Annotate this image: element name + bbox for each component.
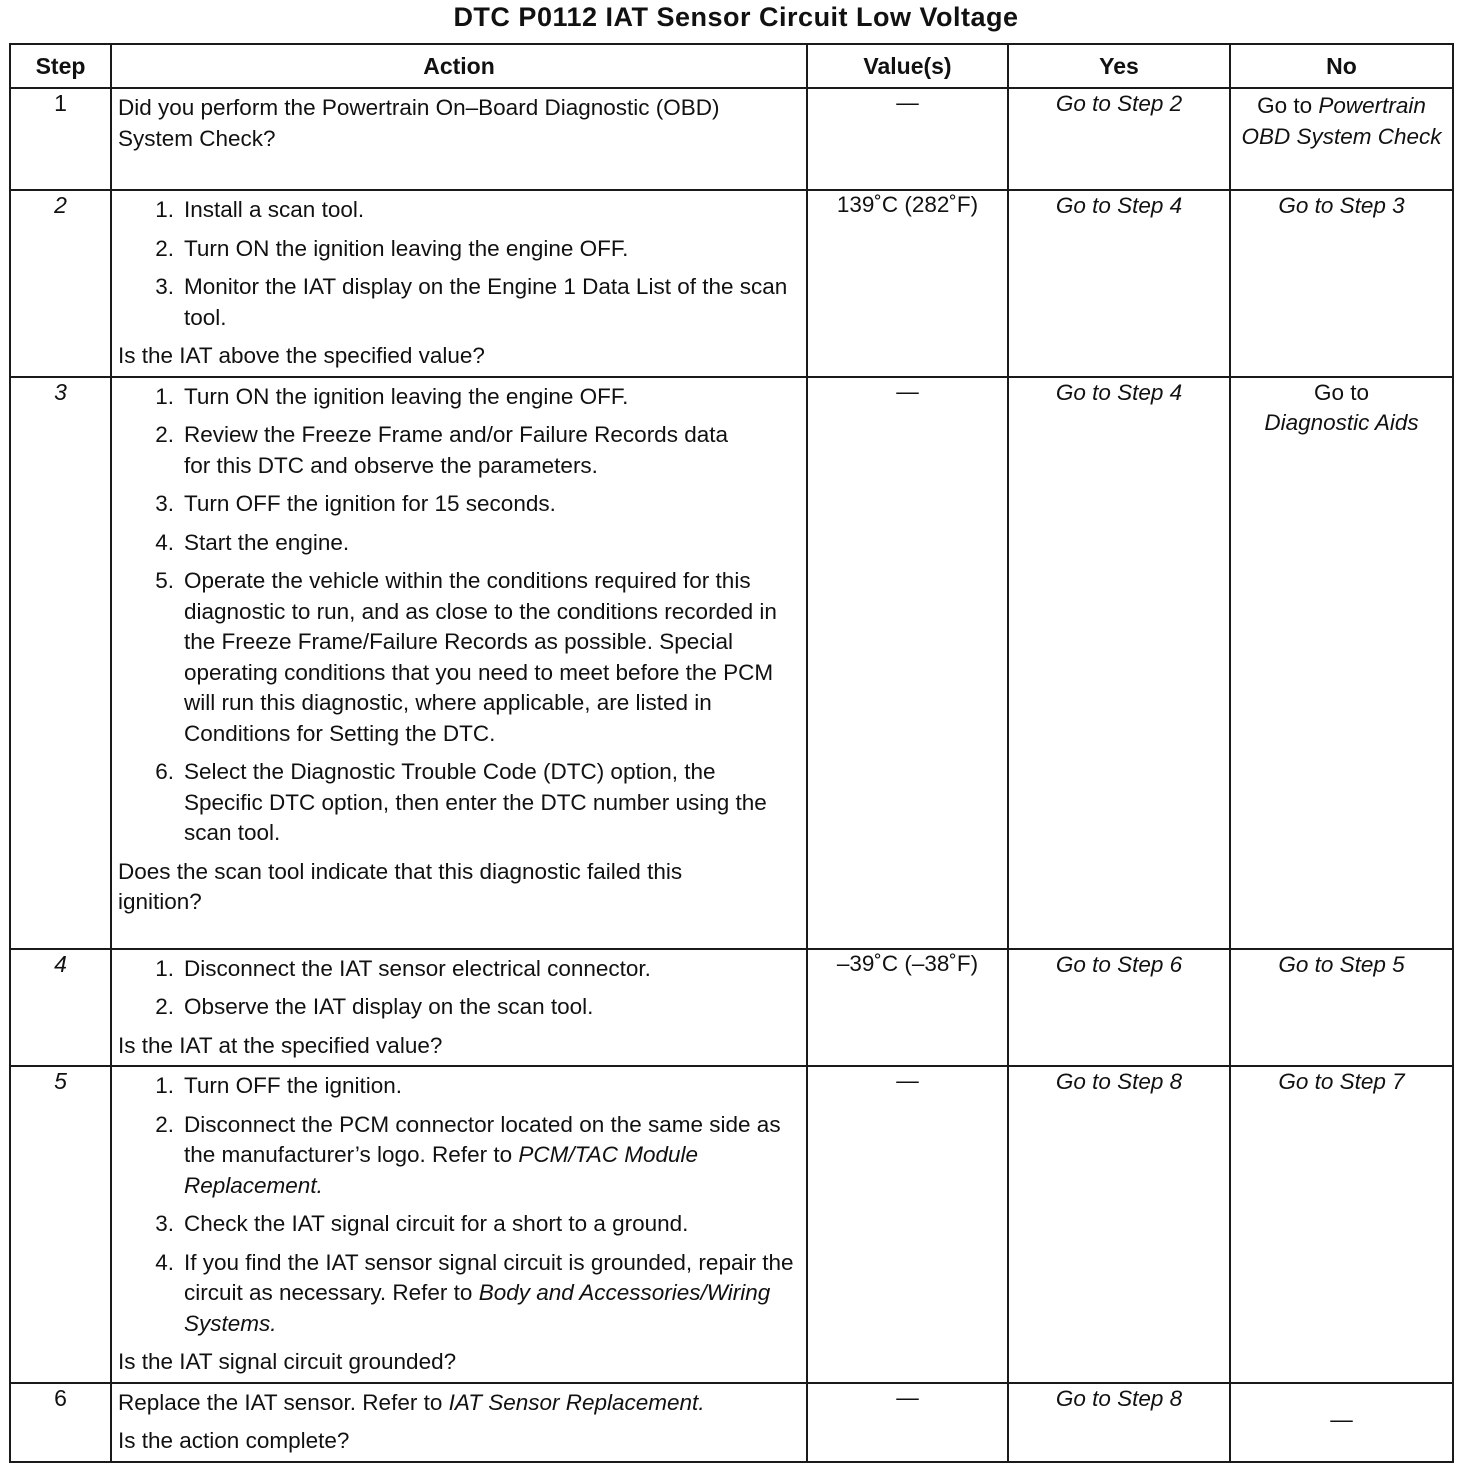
table-row: [10, 1383, 1453, 1462]
action-cell: [111, 88, 807, 190]
action-item: 3. Monitor the IAT display on the Engine 1 Data List of the scan tool.: [155, 274, 788, 330]
value-cell: —: [807, 88, 1008, 190]
step-number: 3: [10, 377, 111, 949]
action-item: 4. If you find the IAT sensor signal circuit is grounded, repair the circuit as necessary. Refer to Body and Accessories/Wiring Systems.: [155, 1249, 794, 1336]
action-item: 2. Disconnect the PCM connector located on the same side as the manufacturer’s logo. Refer to PCM/TAC Module Replacement.: [155, 1111, 781, 1198]
step-number: 6: [10, 1383, 111, 1462]
action-list: [118, 382, 800, 849]
action-cell: [111, 377, 807, 949]
value-cell: —: [807, 377, 1008, 949]
action-item: 1. Install a scan tool.: [155, 197, 365, 222]
yes-link[interactable]: Go to Step 4: [1055, 193, 1183, 218]
diagnostic-table: [9, 43, 1454, 1463]
no-link[interactable]: Diagnostic Aids: [1264, 410, 1419, 435]
header-action: Action: [111, 44, 807, 88]
value-cell: –39˚C (–38˚F): [807, 949, 1008, 1067]
no-cell: [1230, 88, 1453, 190]
yes-link[interactable]: Go to Step 6: [1055, 951, 1183, 977]
action-question: Is the action complete?: [118, 1428, 350, 1453]
doc-reference[interactable]: PCM/TAC Module Replacement: [184, 1142, 699, 1198]
table-row: [10, 1066, 1453, 1383]
yes-cell: [1008, 1383, 1230, 1462]
value-cell: —: [807, 1066, 1008, 1383]
value-cell: 139˚C (282˚F): [807, 190, 1008, 377]
yes-link[interactable]: Go to Step 2: [1055, 91, 1183, 116]
no-link[interactable]: Powertrain OBD System Check: [1241, 93, 1442, 149]
step-number: 5: [10, 1066, 111, 1383]
table-row: [10, 190, 1453, 377]
header-no: No: [1230, 44, 1453, 88]
yes-link[interactable]: Go to Step 8: [1055, 1385, 1183, 1411]
table-row: [10, 88, 1453, 190]
no-link[interactable]: Go to Step 7: [1278, 1069, 1405, 1094]
action-cell: [111, 949, 807, 1067]
header-row: [10, 44, 1453, 88]
yes-link[interactable]: Go to Step 8: [1055, 1069, 1183, 1094]
action-question: Is the IAT signal circuit grounded?: [118, 1349, 457, 1374]
action-list: [118, 195, 800, 333]
table-row: [10, 949, 1453, 1067]
no-cell: —: [1230, 1383, 1453, 1462]
no-cell: [1230, 190, 1453, 377]
action-item: 2. Turn ON the ignition leaving the engine OFF.: [155, 235, 629, 261]
action-item: 3. Check the IAT signal circuit for a short to a ground.: [155, 1211, 689, 1236]
doc-reference[interactable]: IAT Sensor Replacement: [448, 1389, 699, 1415]
yes-cell: [1008, 949, 1230, 1067]
yes-cell: [1008, 88, 1230, 190]
action-cell: [111, 1066, 807, 1383]
yes-cell: [1008, 1066, 1230, 1383]
action-item: 1. Disconnect the IAT sensor electrical connector.: [155, 955, 651, 981]
header-values: Value(s): [807, 44, 1008, 88]
action-item: 3. Turn OFF the ignition for 15 seconds.: [155, 491, 556, 516]
action-question: Is the IAT above the specified value?: [118, 343, 485, 368]
no-cell: [1230, 949, 1453, 1067]
no-cell: [1230, 1066, 1453, 1383]
action-item: 2. Observe the IAT display on the scan tool.: [155, 994, 594, 1019]
action-item: 4. Start the engine.: [155, 529, 350, 555]
action-item: 5. Operate the vehicle within the conditions required for this diagnostic to run, and as close to the conditions recorded in the Freeze Frame/Failure Records as possible. Special operating conditions that you need to meet before the PCM will run this diagnostic, where applicable, are listed in Conditions for Setting the DTC.: [155, 568, 777, 746]
action-instruction: Replace the IAT sensor. Refer to IAT Sensor Replacement.: [118, 1389, 705, 1415]
action-question: Is the IAT at the specified value?: [118, 1032, 443, 1058]
yes-link[interactable]: Go to Step 4: [1055, 379, 1183, 405]
no-link-prefix: Go to: [1257, 93, 1313, 118]
header-yes: Yes: [1008, 44, 1230, 88]
doc-reference[interactable]: Body and Accessories/Wiring Systems: [184, 1280, 771, 1336]
action-cell: [111, 190, 807, 377]
no-link-prefix: Go to: [1313, 379, 1370, 405]
action-item: 6. Select the Diagnostic Trouble Code (DTC) option, the Specific DTC option, then enter the DTC number using the scan tool.: [155, 759, 767, 845]
step-number: 4: [10, 949, 111, 1067]
action-list: [118, 954, 800, 1023]
action-question: Does the scan tool indicate that this diagnostic failed this ignition?: [118, 858, 683, 914]
action-list: [118, 1071, 800, 1339]
no-link[interactable]: Go to Step 5: [1278, 951, 1405, 977]
value-cell: —: [807, 1383, 1008, 1462]
action-cell: [111, 1383, 807, 1462]
header-step: Step: [10, 44, 111, 88]
action-item: 1. Turn OFF the ignition.: [155, 1073, 403, 1098]
step-number: 2: [10, 190, 111, 377]
no-link[interactable]: Go to Step 3: [1278, 193, 1405, 218]
page-title: DTC P0112 IAT Sensor Circuit Low Voltage: [453, 2, 1019, 32]
yes-cell: [1008, 377, 1230, 949]
table-row: [10, 377, 1453, 949]
no-cell: [1230, 377, 1453, 949]
yes-cell: [1008, 190, 1230, 377]
action-item: 1. Turn ON the ignition leaving the engine OFF.: [155, 383, 629, 409]
action-question: Did you perform the Powertrain On–Board Diagnostic (OBD) System Check?: [118, 95, 720, 151]
step-number: 1: [10, 88, 111, 190]
action-item: 2. Review the Freeze Frame and/or Failure Records data for this DTC and observe the parameters.: [155, 422, 728, 478]
